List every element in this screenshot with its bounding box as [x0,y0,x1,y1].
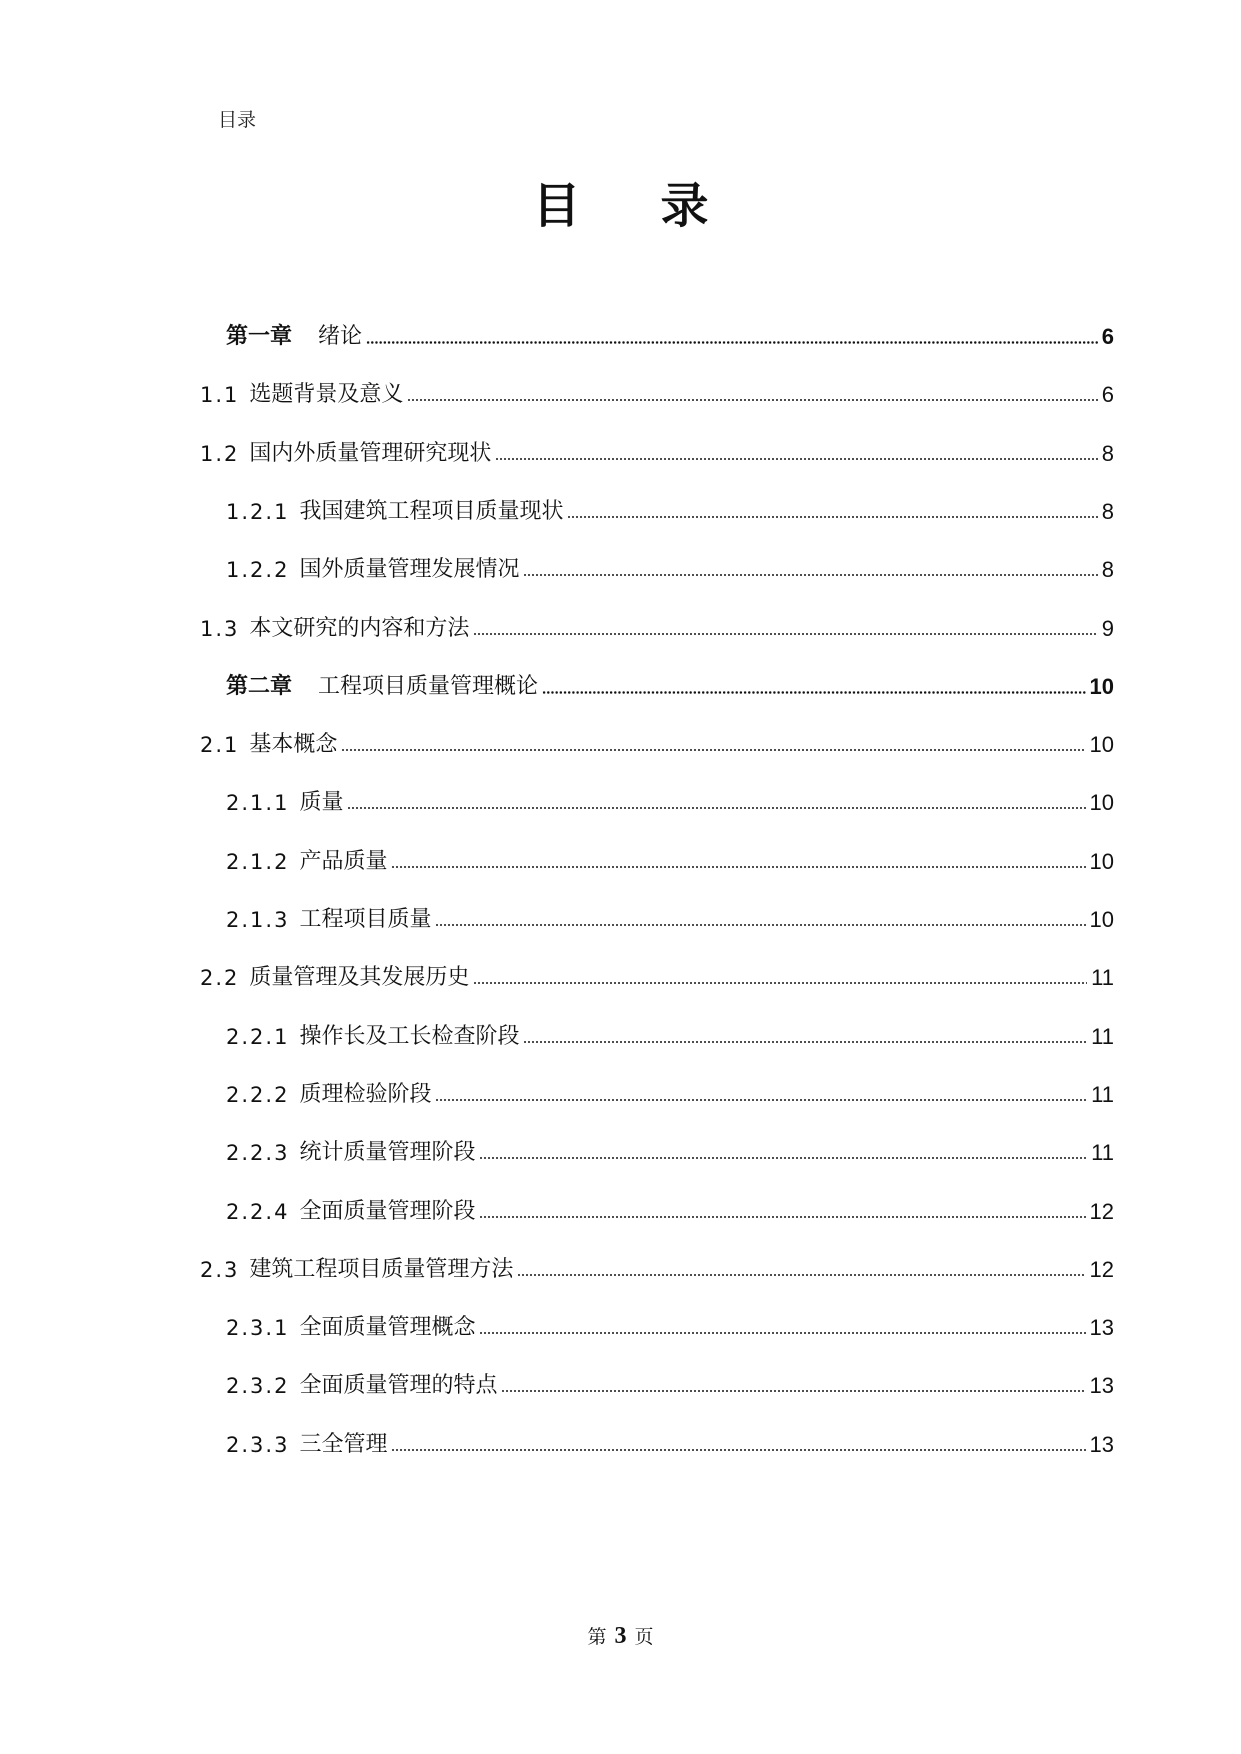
toc-entry-page-number: 10 [1089,790,1114,815]
toc-entry-label: 建筑工程项目质量管理方法 [249,1257,514,1282]
toc-entry[interactable] [226,1428,1114,1462]
dot-leader [407,399,1097,401]
toc-entry[interactable] [226,1311,1114,1345]
toc-entry[interactable] [226,553,1114,587]
dot-leader [366,341,1098,344]
toc-entry-number: 2.3 [200,1258,240,1282]
toc-entry-label: 质量 [299,790,344,815]
page-footer [0,1623,1241,1650]
dot-leader [479,1157,1087,1159]
toc-entry-page-number: 11 [1091,1024,1114,1049]
toc-entry[interactable] [200,961,1114,995]
footer-prefix: 第 [587,1626,607,1648]
toc-entry-label: 选题背景及意义 [249,382,404,407]
running-header: 目录 [218,109,257,131]
dot-leader [567,516,1097,518]
toc-entry-number: 2.1.3 [226,908,290,932]
toc-entry-page-number: 10 [1089,907,1114,932]
toc-entry-page-number: 11 [1091,965,1114,990]
toc-entry-number: 2.1.2 [226,850,290,874]
toc-entry-page-number: 13 [1089,1373,1114,1398]
toc-entry[interactable] [200,1253,1114,1287]
toc-entry[interactable] [226,320,1114,354]
toc-entry-number: 1.2.1 [226,500,290,524]
toc-entry-page-number: 9 [1101,616,1114,641]
toc-entry-number: 第一章 [226,324,293,349]
dot-leader [435,1099,1087,1101]
toc-entry-label: 质量管理及其发展历史 [249,965,470,990]
toc-entry-number: 1.1 [200,383,240,407]
toc-entry[interactable] [200,378,1114,412]
toc-entry-label: 全面质量管理的特点 [299,1373,498,1398]
toc-entry-page-number: 6 [1101,382,1114,407]
dot-leader [479,1216,1085,1218]
toc-entry[interactable] [200,728,1114,762]
toc-entry-label: 工程项目质量 [299,907,432,932]
toc-entry-label: 基本概念 [249,732,338,757]
toc-entry-label: 国内外质量管理研究现状 [249,441,492,466]
dot-leader [391,866,1085,868]
dot-leader [341,749,1085,751]
toc-entry-number: 2.1.1 [226,791,290,815]
toc-entry-number: 2.2.1 [226,1025,290,1049]
toc-entry[interactable] [226,1195,1114,1229]
toc-entry-page-number: 10 [1089,732,1114,757]
toc-entry-label: 绪论 [318,324,363,349]
toc-entry[interactable] [226,495,1114,529]
toc-entry-page-number: 10 [1089,674,1114,699]
dot-leader [523,574,1097,576]
dot-leader [347,807,1085,809]
toc-entry[interactable] [226,786,1114,820]
toc-entry[interactable] [226,845,1114,879]
footer-suffix: 页 [634,1626,654,1648]
toc-entry-number: 2.2.2 [226,1083,290,1107]
page-title-char-1: 目 [532,178,581,234]
toc-entry-label: 我国建筑工程项目质量现状 [299,499,564,524]
toc-entry-page-number: 8 [1101,441,1114,466]
toc-entry-page-number: 11 [1091,1140,1114,1165]
toc-entry[interactable] [200,437,1114,471]
toc-entry-page-number: 11 [1091,1082,1114,1107]
toc-entry-page-number: 6 [1101,324,1114,349]
dot-leader [473,633,1097,635]
toc-entry-label: 全面质量管理阶段 [299,1199,476,1224]
dot-leader [435,924,1085,926]
toc-entry-number: 1.2 [200,442,240,466]
toc-entry-page-number: 13 [1089,1432,1114,1457]
toc-entry-page-number: 12 [1089,1199,1114,1224]
toc-entry-label: 国外质量管理发展情况 [299,557,520,582]
toc-entry-label: 三全管理 [299,1432,388,1457]
dot-leader [542,691,1085,694]
toc-entry-label: 本文研究的内容和方法 [249,616,470,641]
toc-entry-label: 产品质量 [299,849,388,874]
toc-entry-number: 2.2.4 [226,1200,290,1224]
toc-entry[interactable] [200,612,1114,646]
toc-entry-label: 工程项目质量管理概论 [318,674,539,699]
footer-page-number: 3 [614,1623,627,1649]
dot-leader [523,1041,1087,1043]
dot-leader [517,1274,1085,1276]
dot-leader [479,1332,1085,1334]
dot-leader [391,1449,1085,1451]
toc-entry-number: 2.3.2 [226,1374,290,1398]
toc-entry-number: 2.2.3 [226,1141,290,1165]
toc-entry[interactable] [226,903,1114,937]
toc-entry-number: 2.3.1 [226,1316,290,1340]
toc-entry-page-number: 12 [1089,1257,1114,1282]
dot-leader [501,1390,1085,1392]
toc-entry-label: 质理检验阶段 [299,1082,432,1107]
dot-leader [473,982,1087,984]
toc-entry-label: 全面质量管理概念 [299,1315,476,1340]
toc-entry-page-number: 8 [1101,557,1114,582]
toc-entry[interactable] [226,1078,1114,1112]
toc-entry-number: 2.2 [200,966,240,990]
toc-entry[interactable] [226,1136,1114,1170]
toc-entry-number: 第二章 [226,674,293,699]
toc-entry[interactable] [226,670,1114,704]
toc-entry-label: 操作长及工长检查阶段 [299,1024,520,1049]
toc-entry-number: 2.1 [200,733,240,757]
toc-entry[interactable] [226,1369,1114,1403]
toc-entry-page-number: 8 [1101,499,1114,524]
toc-entry[interactable] [226,1020,1114,1054]
toc-entry-number: 2.3.3 [226,1433,290,1457]
toc-entry-label: 统计质量管理阶段 [299,1140,476,1165]
toc-entry-number: 1.3 [200,617,240,641]
toc-entry-page-number: 13 [1089,1315,1114,1340]
toc-entry-number: 1.2.2 [226,558,290,582]
toc-entry-page-number: 10 [1089,849,1114,874]
dot-leader [495,458,1097,460]
page-title-char-2: 录 [660,178,709,234]
